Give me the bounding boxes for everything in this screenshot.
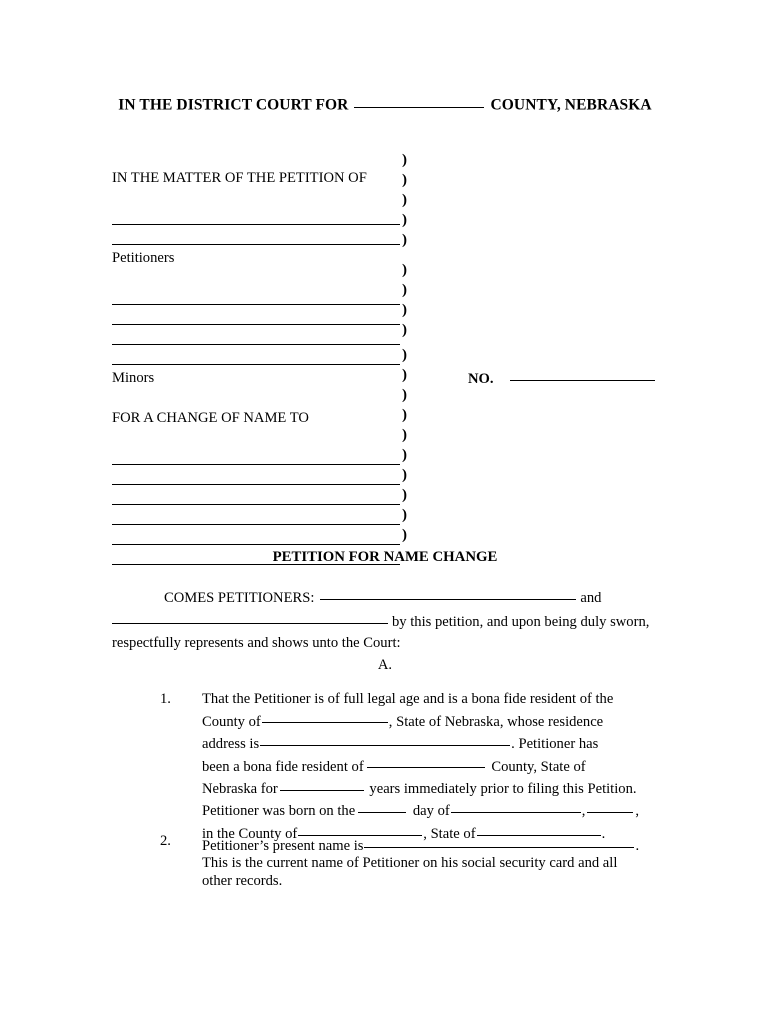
county-name-blank[interactable] <box>354 92 484 108</box>
residence-address-input[interactable] <box>260 731 510 746</box>
caption-paren-glyph: ) <box>402 507 407 523</box>
petition-heading: PETITION FOR NAME CHANGE <box>272 549 498 565</box>
petitioner-one-input[interactable] <box>320 585 576 600</box>
caption-paren-column-1 <box>402 150 407 250</box>
caption-gap <box>112 188 412 208</box>
new-name-blank-4[interactable] <box>112 508 412 528</box>
static-text: , State of Nebraska, whose residence <box>388 713 604 730</box>
petitioner-name-blank-1[interactable] <box>112 208 412 228</box>
caption-paren-glyph: ) <box>402 487 407 503</box>
static-text: Petitioner was born on the <box>202 803 356 820</box>
section-letter: A. <box>377 657 393 673</box>
intro-paragraph <box>112 585 657 654</box>
caption-block <box>112 148 412 568</box>
caption-paren-glyph: ) <box>402 447 407 463</box>
minor-name-blank-1[interactable] <box>112 288 412 308</box>
caption-petitioners-label <box>112 248 412 268</box>
matter-line-text: IN THE MATTER OF THE PETITION OF <box>112 170 367 186</box>
county-input[interactable] <box>262 709 388 724</box>
caption-spacer-row <box>112 148 412 168</box>
change-of-name-text: FOR A CHANGE OF NAME TO <box>112 410 309 426</box>
caption-change-of-name-line <box>112 408 412 428</box>
item-2-body <box>202 833 660 891</box>
minor-name-blank-2[interactable] <box>112 308 412 328</box>
caption-gap <box>112 388 412 408</box>
new-name-blank-2[interactable] <box>112 468 412 488</box>
new-name-blank-3[interactable] <box>112 488 412 508</box>
item-2-number: 2. <box>160 833 171 849</box>
item-text-line <box>202 691 660 709</box>
intro-continuation: by this petition, and upon being duly sworn, <box>392 613 650 630</box>
minor-name-blank-3[interactable] <box>112 328 412 348</box>
static-text: , <box>635 803 640 820</box>
numbered-item-2 <box>160 833 660 891</box>
static-text: County of <box>202 713 261 730</box>
minor-name-blank-4[interactable] <box>112 348 412 368</box>
static-text: . <box>601 825 606 842</box>
item-text-line <box>202 754 660 776</box>
caption-paren-glyph: ) <box>402 387 407 403</box>
item-text-line <box>202 855 660 873</box>
caption-paren-glyph: ) <box>402 407 407 423</box>
years-resident-input[interactable] <box>280 776 364 791</box>
static-text: That the Petitioner is of full legal age and is a bona fide resident of the <box>202 691 614 707</box>
title-suffix: COUNTY, NEBRASKA <box>490 96 652 114</box>
caption-gap <box>112 268 412 288</box>
caption-paren-glyph: ) <box>402 367 407 383</box>
item-text-line <box>202 776 660 798</box>
and-word: and <box>580 589 602 606</box>
minors-label-text: Minors <box>112 370 155 386</box>
item-text-line <box>202 873 660 891</box>
caption-paren-glyph: ) <box>402 322 407 338</box>
item-text-line <box>202 731 660 753</box>
case-number-input[interactable] <box>510 366 655 381</box>
caption-matter-line <box>112 168 412 188</box>
item-1-body <box>202 691 660 843</box>
caption-paren-glyph: ) <box>402 262 407 278</box>
numbered-item-1 <box>160 691 660 843</box>
caption-paren-glyph: ) <box>402 212 407 228</box>
static-text: County, State of <box>487 758 586 775</box>
birth-month-input[interactable] <box>451 798 581 813</box>
intro-closing-line: respectfully represents and shows unto the Court: <box>112 634 401 651</box>
caption-paren-glyph: ) <box>402 467 407 483</box>
petitioners-label-text: Petitioners <box>112 250 175 266</box>
item-text-line <box>202 709 660 731</box>
title-prefix: IN THE DISTRICT COURT FOR <box>118 96 349 114</box>
petitioner-two-input[interactable] <box>112 609 388 624</box>
caption-paren-glyph: ) <box>402 527 407 543</box>
static-text: Nebraska for <box>202 780 278 797</box>
caption-paren-glyph: ) <box>402 347 407 363</box>
static-text: Petitioner’s present name is <box>202 837 364 854</box>
caption-paren-glyph: ) <box>402 192 407 208</box>
static-text: years immediately prior to filing this Petition. <box>365 780 637 797</box>
new-name-blank-5[interactable] <box>112 528 412 548</box>
caption-paren-glyph: ) <box>402 152 407 168</box>
static-text: . Petitioner has <box>511 735 599 752</box>
static-text: been a bona fide resident of <box>202 758 364 775</box>
page-title <box>0 92 770 115</box>
caption-paren-glyph: ) <box>402 427 407 443</box>
item-1-number: 1. <box>160 691 171 707</box>
birth-day-input[interactable] <box>358 798 406 813</box>
caption-paren-column-3 <box>402 345 407 545</box>
static-text: day of <box>409 803 450 820</box>
caption-paren-glyph: ) <box>402 282 407 298</box>
petitioner-name-blank-2[interactable] <box>112 228 412 248</box>
caption-gap <box>112 428 412 448</box>
item-text-line <box>202 833 660 855</box>
static-text: other records. <box>202 873 283 890</box>
caption-paren-glyph: ) <box>402 232 407 248</box>
birth-year-input[interactable] <box>587 798 633 813</box>
caption-paren-glyph: ) <box>402 172 407 188</box>
static-text: , State of <box>423 825 476 842</box>
caption-minors-label <box>112 368 412 388</box>
caption-paren-glyph: ) <box>402 302 407 318</box>
resident-county-input[interactable] <box>367 754 485 769</box>
new-name-blank-1[interactable] <box>112 448 412 468</box>
static-text: in the County of <box>202 825 298 842</box>
present-name-input[interactable] <box>364 833 634 848</box>
static-text: This is the current name of Petitioner on his social security card and all <box>202 855 618 872</box>
caption-paren-column-2 <box>402 260 407 340</box>
item-text-line <box>202 798 660 820</box>
comes-petitioners-label: COMES PETITIONERS: <box>164 589 315 606</box>
static-text: . <box>635 837 640 854</box>
case-number-field <box>468 366 655 388</box>
case-number-label: NO. <box>468 370 494 387</box>
static-text: address is <box>202 735 260 752</box>
static-text: , <box>581 803 586 820</box>
